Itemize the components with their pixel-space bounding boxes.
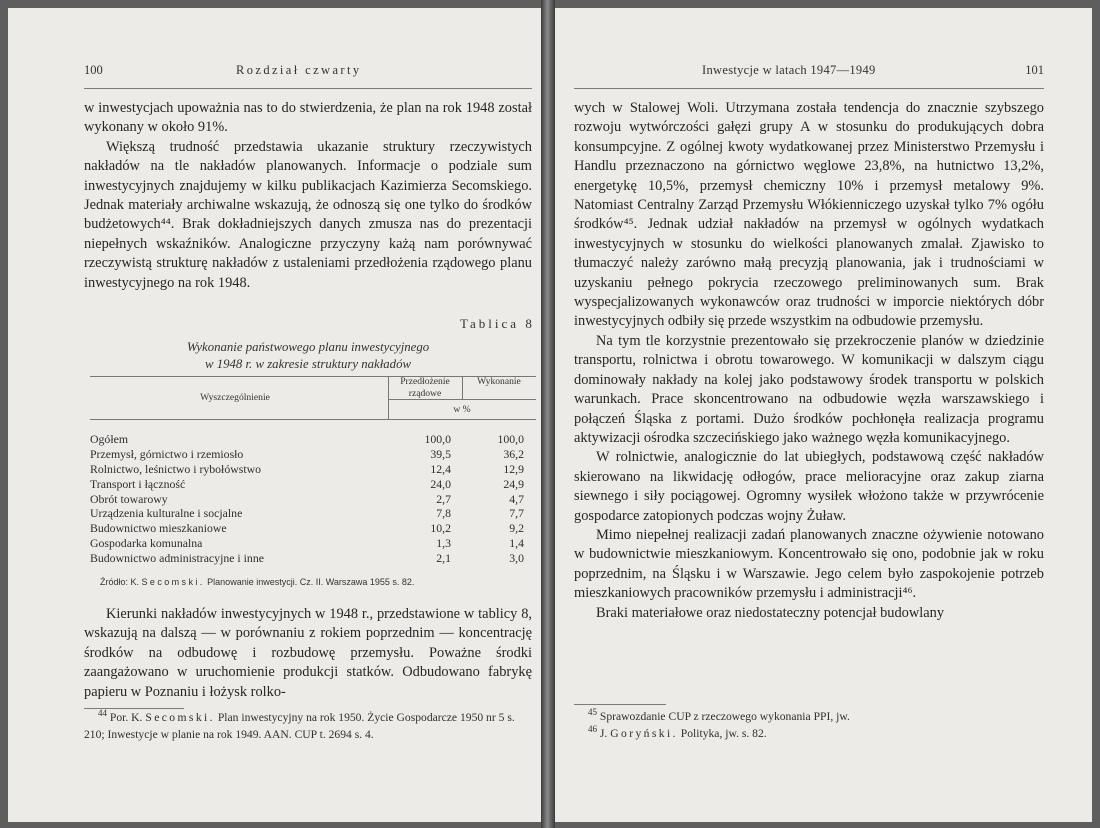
- row-plan-value: 2,1: [436, 551, 451, 566]
- table-rule-header-bottom: [90, 419, 536, 420]
- table-row: [90, 536, 536, 551]
- footnote-rule: [574, 704, 666, 705]
- table-header-unit: w %: [453, 404, 471, 415]
- row-label: Obrót towarowy: [90, 491, 168, 506]
- footnotes: [574, 708, 1044, 742]
- paragraph: Na tym tle korzystnie prezentowało się przekroczenie planów w dziedzinie transportu, rolnictwa i obrotu towarowego. W komunikacji w dalszym ciągu dominowały nakłady na kolej jako podstawowy środek transportu w polskich warunkach. Prace skoncentrowano na odbudowie węzła warszawskiego i połączeń Śląska z portami. Dużo środków pochłonęła realizacja programu aktywizacji ośrodka szczecińskiego jako ważnego węzła komunikacyjnego.: [574, 332, 1044, 446]
- paragraph: W rolnictwie, analogicznie do lat ubiegłych, podstawową część nakładów skierowano na likwidację odłogów, prace melioracyjne oraz zakup ziarna siewnego i siły pociągowej. Ogromny wysiłek włożono także w przywrócenie gospodarce zatopionych podczas wojny Żuław.: [574, 449, 1044, 524]
- row-done-value: 7,7: [509, 506, 524, 521]
- row-plan-value: 24,0: [430, 476, 451, 491]
- footnote-text: Plan inwestycyjny na rok 1950. Życie Gospodarcze 1950 nr 5 s. 210; Inwestycje w planie na rok 1949. AAN. CUP t. 2694 s. 4.: [84, 711, 515, 741]
- footnote-mark: 45: [588, 707, 597, 718]
- row-done-value: 3,0: [509, 551, 524, 566]
- header-rule: [574, 88, 1044, 89]
- row-label: Rolnictwo, leśnictwo i rybołówstwo: [90, 461, 262, 476]
- source-author: Secomski.: [141, 577, 205, 587]
- page-number: 100: [84, 63, 103, 77]
- footnote-prefix: Por. K.: [109, 711, 143, 724]
- row-label: Budownictwo mieszkaniowe: [90, 521, 227, 536]
- footnote-prefix: J.: [599, 727, 608, 740]
- footnote: [84, 709, 532, 743]
- paragraph: Mimo niepełnej realizacji zadań planowanych znaczne ożywienie notowano w budownictwie mieszkaniowym. Koncentrowało się ono, podobnie jak w roku poprzednim, na Śląsku i w Warszawie. Jego celem było zaspokojenie potrzeb mieszkaniowych pracowników przemysłu i administracji⁴⁶.: [574, 526, 1044, 602]
- table-number: Tablica 8: [460, 316, 535, 331]
- row-plan-value: 100,0: [424, 432, 451, 446]
- footnote-text: Sprawozdanie CUP z rzeczowego wykonania PPI, jw.: [599, 710, 850, 723]
- footnote: [574, 725, 1044, 742]
- table-caption: [84, 339, 532, 373]
- left-page: [8, 8, 544, 822]
- row-label: Gospodarka komunalna: [90, 536, 203, 551]
- table-row: [90, 551, 536, 566]
- row-label: Budownictwo administracyjne i inne: [90, 551, 264, 566]
- table-caption-line: Wykonanie państwowego planu inwestycyjnego: [186, 340, 430, 354]
- footnote: [574, 708, 1044, 725]
- right-page: [552, 8, 1092, 822]
- page-number: 101: [1025, 63, 1044, 77]
- table-row: [90, 492, 536, 507]
- source-text: Planowanie inwestycji. Cz. II. Warszawa 1955 s. 82.: [207, 577, 415, 587]
- footnote-text: Polityka, jw. s. 82.: [680, 727, 767, 740]
- table-body: [90, 432, 536, 566]
- footnote-mark: 44: [98, 708, 107, 719]
- table-row: [90, 477, 536, 492]
- row-done-value: 36,2: [503, 446, 524, 461]
- row-plan-value: 2,7: [436, 491, 451, 506]
- row-done-value: 24,9: [503, 476, 524, 491]
- table-header-done: Wykonanie: [477, 376, 521, 387]
- table-caption-line: w 1948 r. w zakresie struktury nakładów: [204, 357, 412, 371]
- footnotes: [84, 709, 532, 743]
- paragraph: Braki materiałowe oraz niedostateczny potencjał budowlany: [596, 604, 945, 621]
- row-done-value: 9,2: [509, 521, 524, 536]
- row-done-value: 4,7: [509, 491, 524, 506]
- book-spine: [541, 0, 555, 828]
- left-body-text-after-table: [84, 605, 532, 702]
- right-body-text: [574, 99, 1044, 623]
- row-plan-value: 39,5: [430, 446, 451, 461]
- table-source: [100, 577, 540, 587]
- paragraph: wych w Stalowej Woli. Utrzymana została tendencja do znacznie szybszego rozwoju wytwórczości gałęzi grupy A w stosunku do produkujących dobra konsumpcyjne. Z ogólnej kwoty wydatkowanej przez Ministerstwo Przemysłu i Handlu przeznaczono na górnictwo węglowe 23,8%, na hutnictwo 13,2%, energetykę 10,5%, przemysł chemiczny 10% i przemysł metalowy 9%. Natomiast Centralny Zarząd Przemysłu Włókienniczego uzyskał tylko 7% ogółu środków⁴⁵. Jednak udział nakładów na przemysł w ogólnych wydatkach inwestycyjnych w stosunku do wielkości planowanych zmalał. Zjawisko to tłumaczyć należy zarówno małą precyzją planowania, jak i trudnościami w uzyskaniu pełnego pokrycia rzeczowego preliminowanych sum. Brak wyspecjalizowanych wykonawców oraz trudności w imporcie niektórych dóbr inwestycyjnych odbiły się przede wszystkim na odbudowie przemysłu.: [574, 100, 1044, 330]
- table-header-plan: Przedłożenie rządowe: [400, 376, 450, 399]
- row-plan-value: 12,4: [430, 461, 451, 476]
- paragraph: Kierunki nakładów inwestycyjnych w 1948 r., przedstawione w tablicy 8, wskazują na dalszą — w porównaniu z rokiem poprzednim — koncentrację środków na odbudowę i rozbudowę przemysłu. Poważne środki zaangażowano w uruchomienie produkcji statków. Odbudowano fabrykę papieru w Poznaniu i łożysk rolko-: [84, 606, 532, 700]
- table-row: [90, 462, 536, 477]
- left-body-text: [84, 99, 532, 293]
- table-row: [90, 432, 536, 447]
- row-label: Ogółem: [90, 432, 129, 446]
- row-plan-value: 1,3: [436, 536, 451, 551]
- row-label: Urządzenia kulturalne i socjalne: [90, 506, 243, 521]
- row-done-value: 100,0: [497, 432, 524, 446]
- footnote-mark: 46: [588, 724, 597, 735]
- paragraph: w inwestycjach upoważnia nas to do stwierdzenia, że plan na rok 1948 został wykonany w około 91%.: [84, 100, 532, 136]
- source-prefix: Źródło: K.: [100, 577, 140, 587]
- row-label: Transport i łączność: [90, 476, 186, 491]
- header-rule: [84, 88, 532, 89]
- row-plan-value: 7,8: [436, 506, 451, 521]
- footnote-author: Secomski.: [145, 711, 215, 724]
- row-done-value: 1,4: [509, 536, 524, 551]
- row-label: Przemysł, górnictwo i rzemiosło: [90, 446, 244, 461]
- row-plan-value: 10,2: [430, 521, 451, 536]
- paragraph: Większą trudność przedstawia ukazanie struktury rzeczywistych nakładów na tle nakładów planowanych. Informacje o podziale sum inwestycyjnych znajdujemy w kilku publikacjach Kazimierza Secomskiego. Jednak materiały archiwalne wskazują, że odnoszą się one tylko do środków budżetowych⁴⁴. Brak dokładniejszych danych zmusza nas do prezentacji niepełnych wskaźników. Analogiczne przyczyny każą nam porównywać rzeczywistą strukturę nakładów z ustaleniami przedłożenia rządowego planu inwestycyjnego na rok 1948.: [84, 138, 532, 291]
- table-row: [90, 521, 536, 536]
- footnote-author: Goryński.: [610, 727, 678, 740]
- table-row: [90, 506, 536, 521]
- running-head: Rozdział czwarty: [236, 63, 362, 77]
- table-header-label: Wyszczególnienie: [200, 392, 270, 403]
- row-done-value: 12,9: [503, 461, 524, 476]
- running-head: Inwestycje w latach 1947—1949: [702, 63, 876, 77]
- table-row: [90, 447, 536, 462]
